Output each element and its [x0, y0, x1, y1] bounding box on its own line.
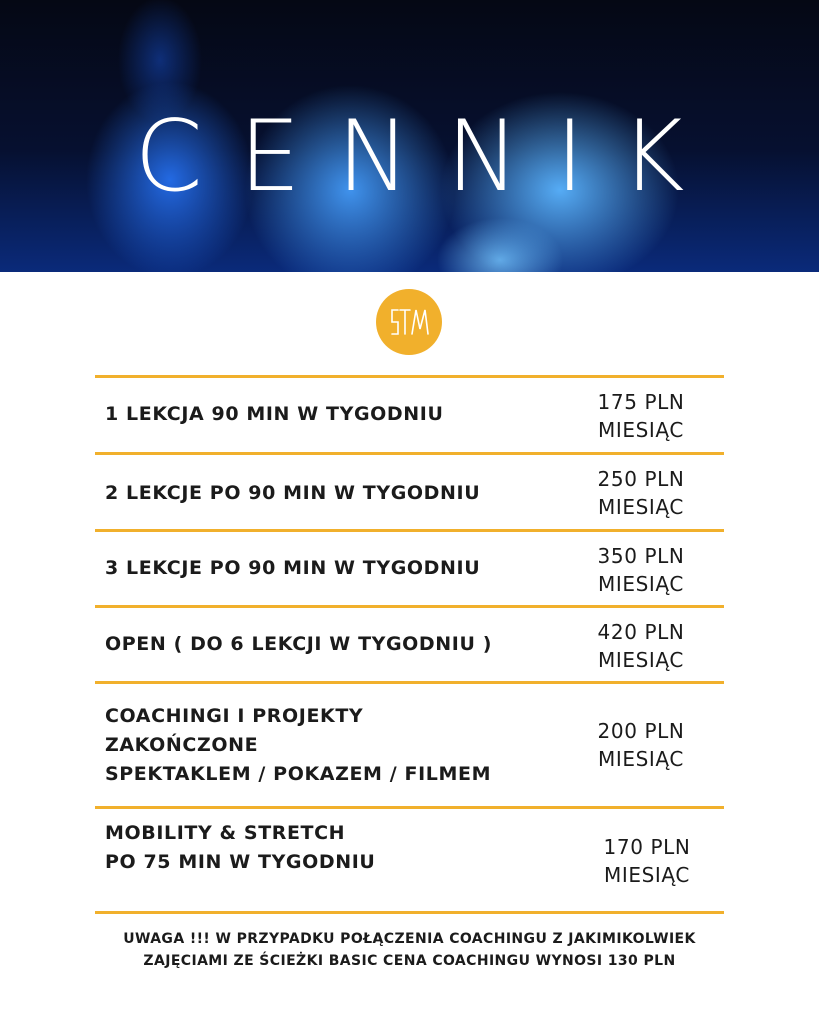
- row-price: 170 PLN MIESIĄC: [603, 835, 691, 887]
- price-table: [95, 375, 724, 914]
- price-row: [95, 375, 724, 452]
- row-label: 1 LEKCJA 90 MIN W TYGODNIU: [105, 403, 444, 425]
- footnote: UWAGA !!! W PRZYPADKU POŁĄCZENIA COACHINGU Z JAKIMIKOLWIEK ZAJĘCIAMI ZE ŚCIEŻKI BASIC CENA COACHINGU WYNOSI 130 PLN: [123, 931, 696, 969]
- row-price: 350 PLN MIESIĄC: [597, 544, 685, 596]
- row-price: 250 PLN MIESIĄC: [597, 467, 685, 519]
- row-label: MOBILITY & STRETCH PO 75 MIN W TYGODNIU: [105, 822, 376, 873]
- price-row: [95, 806, 724, 914]
- row-price: 200 PLN MIESIĄC: [597, 719, 685, 771]
- hero-photo: [0, 0, 819, 272]
- price-row: [95, 605, 724, 681]
- studio-logo: [376, 289, 442, 355]
- row-price: 175 PLN MIESIĄC: [597, 390, 685, 442]
- row-price: 420 PLN MIESIĄC: [597, 620, 685, 672]
- row-label: 3 LEKCJE PO 90 MIN W TYGODNIU: [105, 557, 481, 579]
- row-label: 2 LEKCJE PO 90 MIN W TYGODNIU: [105, 482, 481, 504]
- page-title: CENNIK: [134, 100, 721, 214]
- studio-monogram-icon: [376, 289, 442, 355]
- row-label: COACHINGI I PROJEKTY ZAKOŃCZONE SPEKTAKLEM / POKAZEM / FILMEM: [105, 705, 492, 785]
- price-row: [95, 452, 724, 529]
- price-row: [95, 529, 724, 605]
- price-row: [95, 681, 724, 806]
- row-label: OPEN ( DO 6 LEKCJI W TYGODNIU ): [105, 633, 493, 655]
